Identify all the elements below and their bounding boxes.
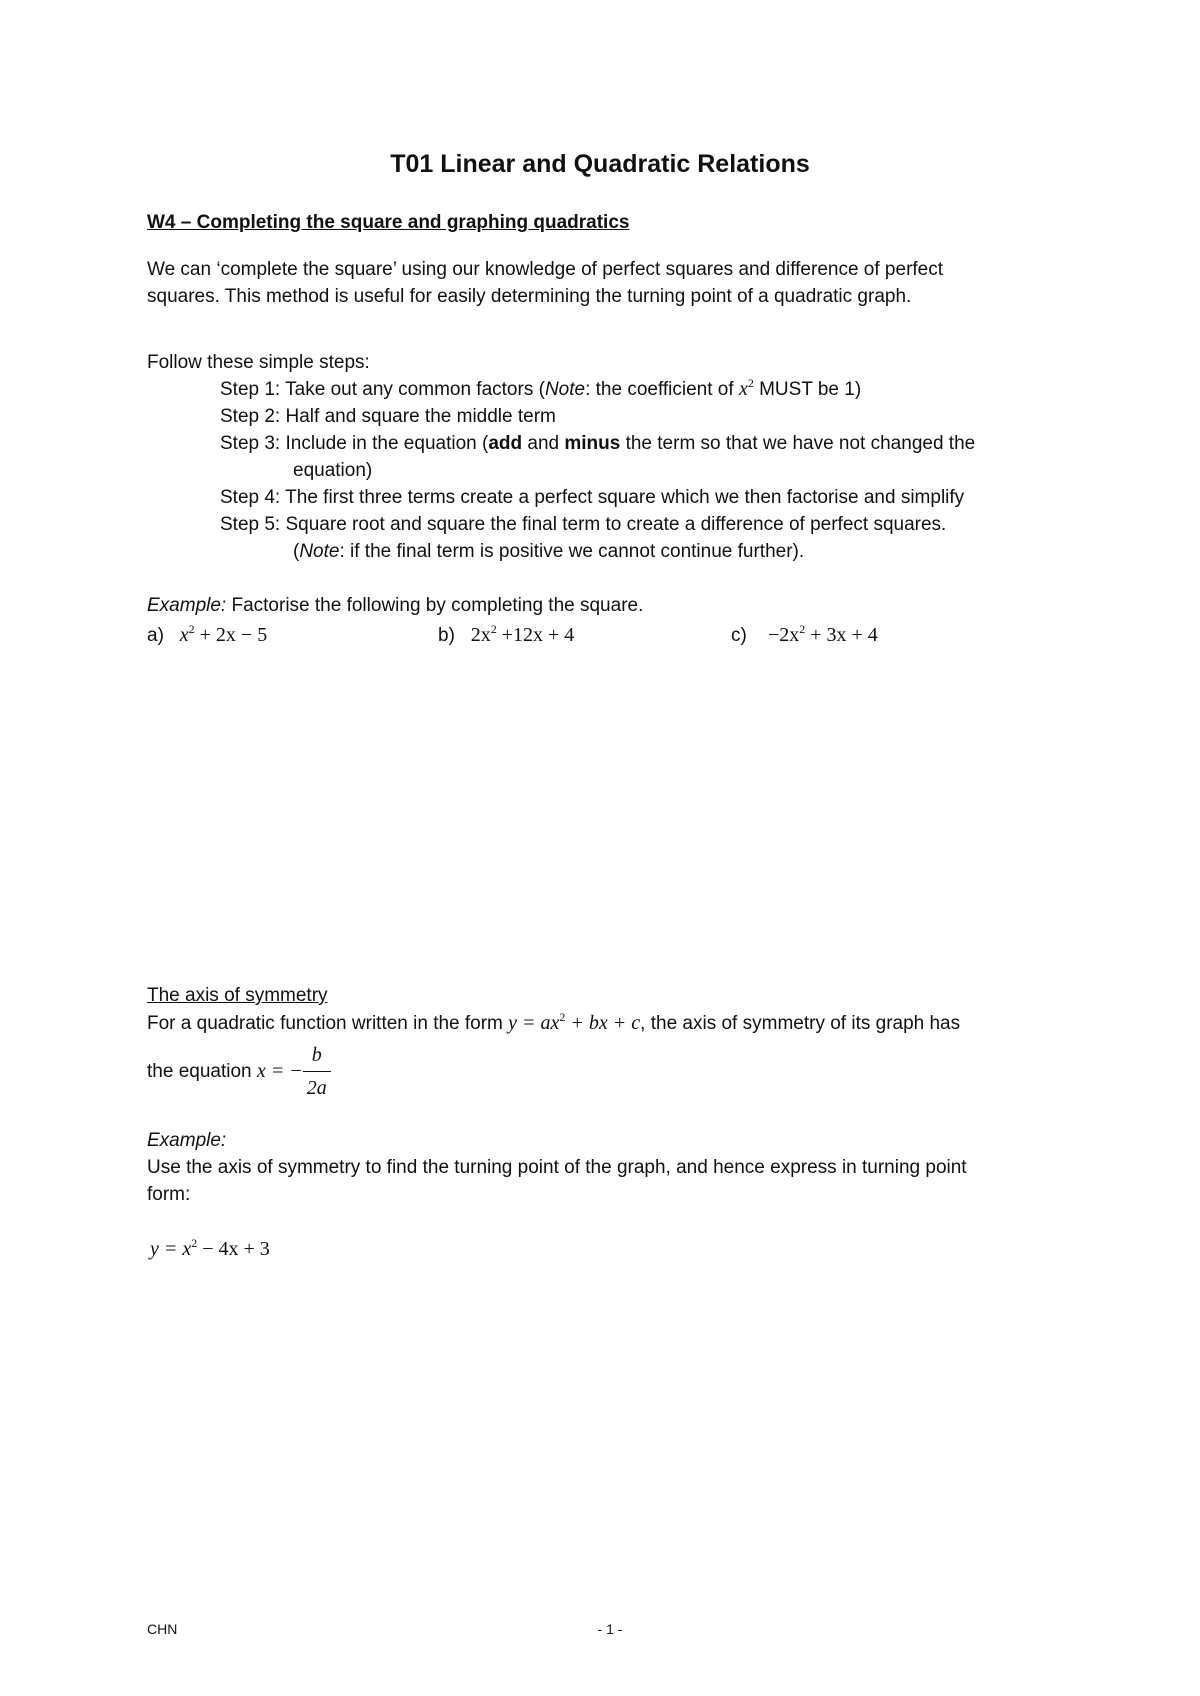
example-2-equation (150, 1236, 270, 1263)
example-2-line-2: form: (147, 1184, 191, 1205)
example-2-eq-exp: 2 (191, 1236, 198, 1250)
step-3-text-b: and (522, 433, 565, 454)
step-5-label: Step 5: (220, 514, 281, 535)
part-a-var: x (179, 624, 189, 646)
example-2-eq-pre: y = x (150, 1238, 192, 1260)
axis-eq-pre: y = ax (508, 1012, 560, 1034)
example-1-label: Example: (147, 595, 227, 616)
axis-line-2-eq: x = − (256, 1060, 303, 1083)
step-1-label: Step 1: (220, 379, 281, 400)
step-2 (220, 403, 556, 430)
step-2-text: Half and square the middle term (285, 406, 556, 427)
step-1-text-c: MUST be 1) (753, 379, 862, 400)
part-c-label: c) (731, 625, 747, 646)
step-3-text-c: the term so that we have not changed the (620, 433, 976, 454)
fraction-numerator: b (311, 1044, 322, 1066)
page-title: T01 Linear and Quadratic Relations (390, 150, 810, 178)
step-5-note-label: Note (299, 541, 340, 562)
step-1-text-a: Take out any common factors ( (285, 379, 545, 400)
axis-fraction (303, 1042, 331, 1102)
axis-line-1-a: For a quadratic function written in the form (147, 1013, 509, 1034)
part-c-pre: −2x (767, 624, 800, 646)
step-3-text-a: Include in the equation ( (285, 433, 489, 454)
example-2-label (147, 1127, 226, 1154)
part-a-exp: 2 (188, 622, 195, 636)
step-3-continuation: equation) (293, 460, 373, 481)
step-5-note-text: : if the final term is positive we cannot continue further). (339, 541, 805, 562)
step-4-text: The first three terms create a perfect square which we then factorise and simplify (285, 487, 965, 508)
axis-line-1 (147, 1010, 960, 1037)
step-3-add: add (488, 433, 523, 454)
step-5 (220, 511, 946, 538)
part-c-rest: + 3x + 4 (805, 624, 878, 646)
step-3-label: Step 3: (220, 433, 281, 454)
part-a-label: a) (147, 625, 164, 646)
intro-line-2: squares. This method is useful for easily determining the turning point of a quadratic graph. (147, 286, 912, 307)
step-1-exp: 2 (747, 376, 754, 390)
axis-heading: The axis of symmetry (147, 985, 328, 1006)
step-1-var: x (738, 378, 748, 400)
part-b-label: b) (438, 625, 455, 646)
fraction-denominator: 2a (303, 1071, 331, 1102)
example-1-part-c (731, 622, 878, 649)
steps-intro: Follow these simple steps: (147, 352, 370, 373)
step-3 (220, 430, 975, 457)
part-b-rest: +12x + 4 (496, 624, 575, 646)
step-1-text-b: : the coefficient of (585, 379, 739, 400)
example-1-part-a (147, 622, 267, 649)
step-2-label: Step 2: (220, 406, 281, 427)
step-3-minus: minus (564, 433, 621, 454)
step-4 (220, 484, 964, 511)
axis-line-2-a: the equation (147, 1061, 257, 1083)
step-5-note (293, 538, 804, 565)
step-5-note-open: ( (293, 541, 300, 562)
example-2-eq-rest: − 4x + 3 (197, 1238, 270, 1260)
part-b-exp: 2 (490, 622, 497, 636)
step-1-note: Note (544, 379, 586, 400)
page-number: - 1 - (597, 1621, 623, 1637)
section-heading: W4 – Completing the square and graphing quadratics (147, 212, 630, 233)
part-b-pre: 2x (470, 624, 491, 646)
example-1-part-b (438, 622, 574, 649)
part-a-rest: + 2x − 5 (194, 624, 268, 646)
axis-eq-rest: + bx + c (565, 1012, 641, 1034)
step-4-label: Step 4: (220, 487, 281, 508)
axis-line-1-b: , the axis of symmetry of its graph has (640, 1013, 961, 1034)
example-2-label-text: Example: (147, 1130, 227, 1151)
example-1-heading (147, 592, 643, 619)
step-5-text: Square root and square the final term to create a difference of perfect squares. (285, 514, 947, 535)
intro-line-1: We can ‘complete the square’ using our knowledge of perfect squares and difference of perfect (147, 259, 944, 280)
example-1-text: Factorise the following by completing the square. (226, 595, 644, 616)
example-2-line-1: Use the axis of symmetry to find the turning point of the graph, and hence express in turning point (147, 1157, 967, 1178)
step-1 (220, 376, 861, 403)
part-c-exp: 2 (799, 622, 806, 636)
footer-left: CHN (147, 1621, 178, 1637)
axis-line-2 (147, 1042, 331, 1102)
axis-eq-exp: 2 (559, 1010, 566, 1024)
